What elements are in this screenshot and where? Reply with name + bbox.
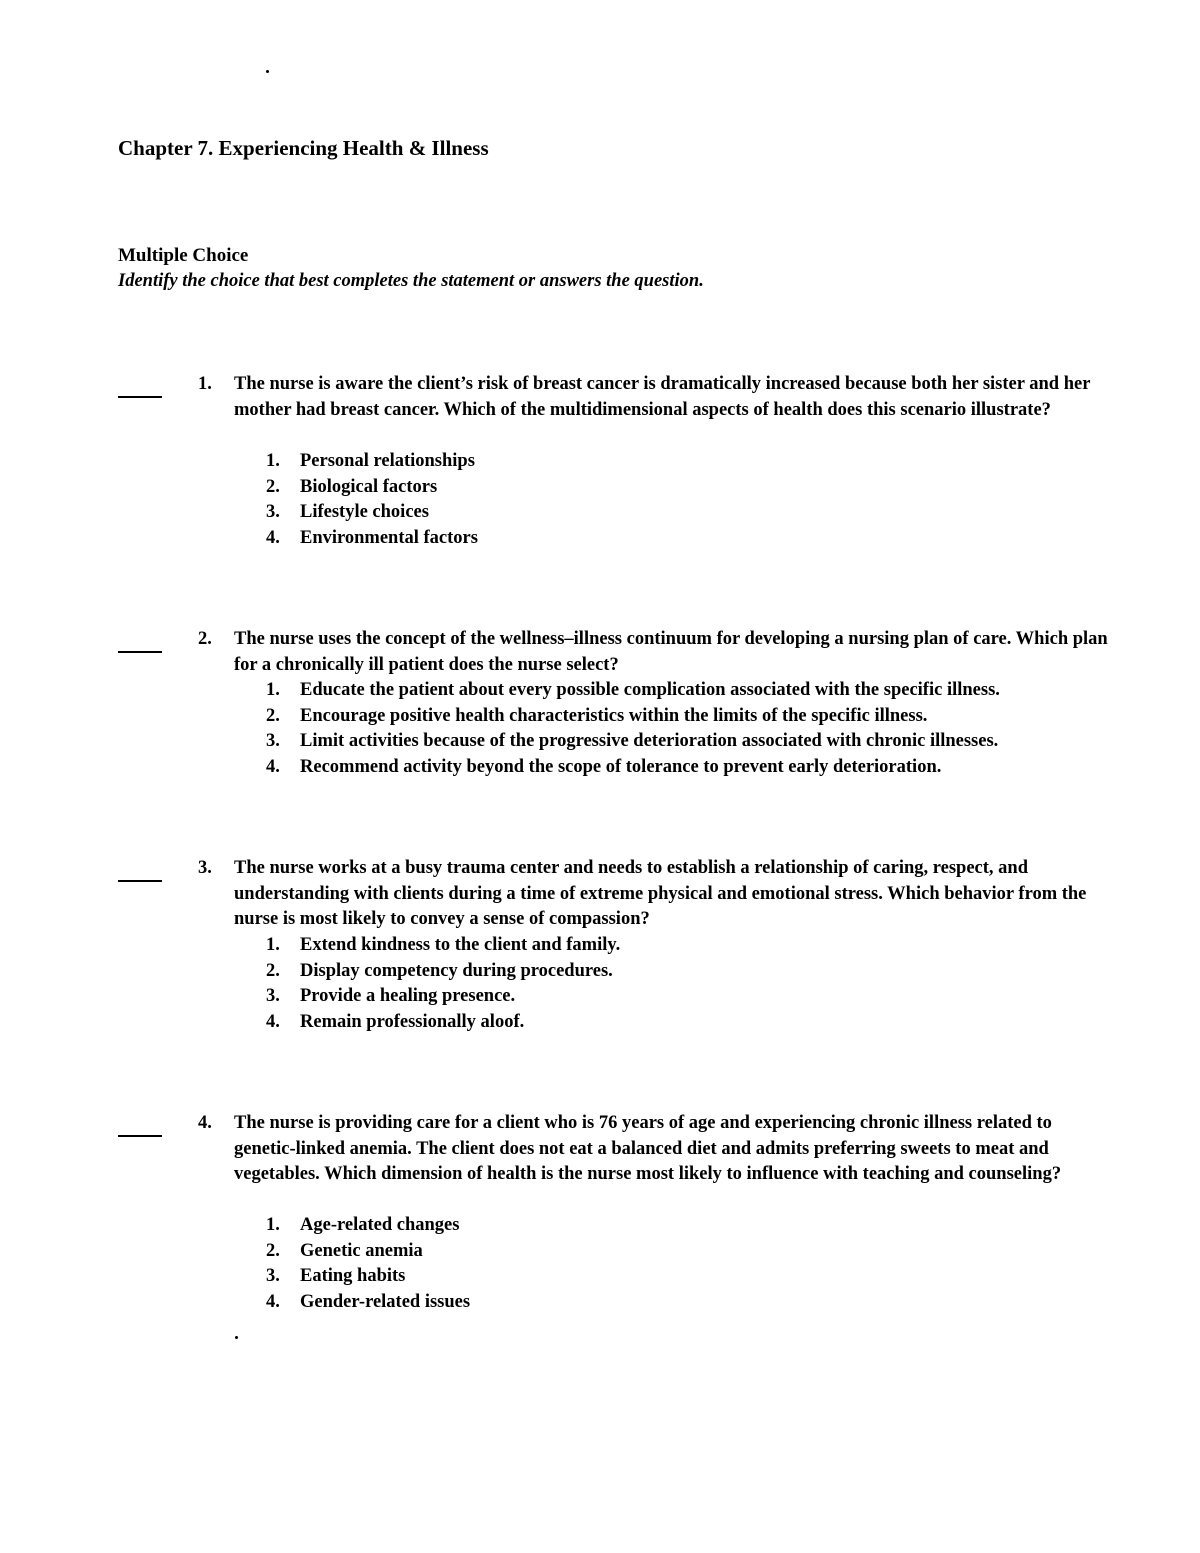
question-stem: The nurse is aware the client’s risk of breast cancer is dramatically increased because both her sister and her mother had breast cancer. Which of the multidimensional aspects of health does this scenario illustrate? (234, 374, 1091, 420)
question-number: 4. (198, 1113, 212, 1133)
choice[interactable] (266, 729, 1000, 755)
choice[interactable] (266, 933, 620, 959)
choice-number: 1. (266, 680, 280, 700)
choice-text: Age-related changes (300, 1215, 460, 1235)
question-stem: The nurse uses the concept of the wellness–illness continuum for developing a nursing plan of care. Which plan for a chronically ill patient does the nurse select? (234, 629, 1108, 675)
choice-list (266, 933, 620, 1035)
choice-number: 3. (266, 502, 280, 523)
chapter-title: Chapter 7. Experiencing Health & Illness (118, 136, 489, 160)
choice-text: Recommend activity beyond the scope of tolerance to prevent early deterioration. (300, 756, 942, 777)
choice-list (266, 1213, 470, 1315)
choice-text: Display competency during procedures. (300, 960, 613, 981)
question-stem: The nurse works at a busy trauma center and needs to establish a relationship of caring, respect, and understanding with clients during a time of extreme physical and emotional stress. Which behavior from the nurse is most likely to convey a sense of compassion? (234, 858, 1087, 930)
choice-text: Personal relationships (300, 451, 475, 471)
choice[interactable] (266, 984, 620, 1010)
choice-list (266, 449, 478, 551)
choice[interactable] (266, 475, 478, 501)
choice-text: Lifestyle choices (300, 502, 429, 523)
choice-text: Biological factors (300, 476, 438, 497)
choice[interactable] (266, 500, 478, 526)
choice-text: Gender-related issues (300, 1291, 471, 1312)
answer-blank[interactable] (118, 880, 162, 882)
question-number: 1. (198, 374, 212, 394)
choice-number: 3. (266, 1266, 280, 1287)
choice-text: Encourage positive health characteristics within the limits of the specific illness. (300, 705, 928, 726)
answer-blank[interactable] (118, 396, 162, 398)
stray-mark-bottom (235, 1336, 238, 1339)
choice-number: 1. (266, 935, 280, 955)
question-2 (118, 627, 1118, 787)
choice-number: 2. (266, 960, 280, 981)
choice[interactable] (266, 1290, 470, 1316)
choice-number: 2. (266, 705, 280, 726)
choice[interactable] (266, 959, 620, 985)
choice-text: Eating habits (300, 1266, 406, 1287)
question-number: 3. (198, 858, 212, 878)
choice-text: Limit activities because of the progressive deterioration associated with chronic illnesses. (300, 731, 999, 752)
choice-number: 3. (266, 731, 280, 752)
answer-blank[interactable] (118, 1135, 162, 1137)
question-number: 2. (198, 629, 212, 649)
choice-number: 3. (266, 986, 280, 1007)
choice-list (266, 678, 1000, 780)
choice[interactable] (266, 678, 1000, 704)
choice-text: Extend kindness to the client and family. (300, 935, 621, 955)
choice[interactable] (266, 1213, 470, 1239)
choice[interactable] (266, 1264, 470, 1290)
choice-number: 4. (266, 756, 280, 777)
choice[interactable] (266, 449, 478, 475)
choice-number: 4. (266, 1291, 280, 1312)
choice[interactable] (266, 1239, 470, 1265)
choice[interactable] (266, 1010, 620, 1036)
choice[interactable] (266, 526, 478, 552)
answer-blank[interactable] (118, 651, 162, 653)
question-4 (118, 1111, 1118, 1321)
choice-text: Provide a healing presence. (300, 986, 516, 1007)
choice-number: 4. (266, 1011, 280, 1032)
question-1 (118, 372, 1118, 552)
choice-text: Genetic anemia (300, 1240, 423, 1261)
question-3 (118, 856, 1118, 1041)
section-instructions: Identify the choice that best completes the statement or answers the question. (118, 271, 704, 291)
choice-number: 4. (266, 527, 280, 548)
choice-text: Educate the patient about every possible complication associated with the specific illness. (300, 680, 1000, 700)
choice-number: 1. (266, 451, 280, 471)
question-stem: The nurse is providing care for a client who is 76 years of age and experiencing chronic illness related to genetic-linked anemia. The client does not eat a balanced diet and admits preferring sweets to meat and vegetables. Which dimension of health is the nurse most likely to influence with teaching and counseling? (234, 1113, 1062, 1185)
choice[interactable] (266, 755, 1000, 781)
choice-text: Remain professionally aloof. (300, 1011, 525, 1032)
choice-number: 1. (266, 1215, 280, 1235)
section-heading: Multiple Choice (118, 245, 249, 266)
choice-number: 2. (266, 1240, 280, 1261)
stray-mark-top (266, 70, 269, 73)
choice[interactable] (266, 704, 1000, 730)
choice-text: Environmental factors (300, 527, 478, 548)
choice-number: 2. (266, 476, 280, 497)
